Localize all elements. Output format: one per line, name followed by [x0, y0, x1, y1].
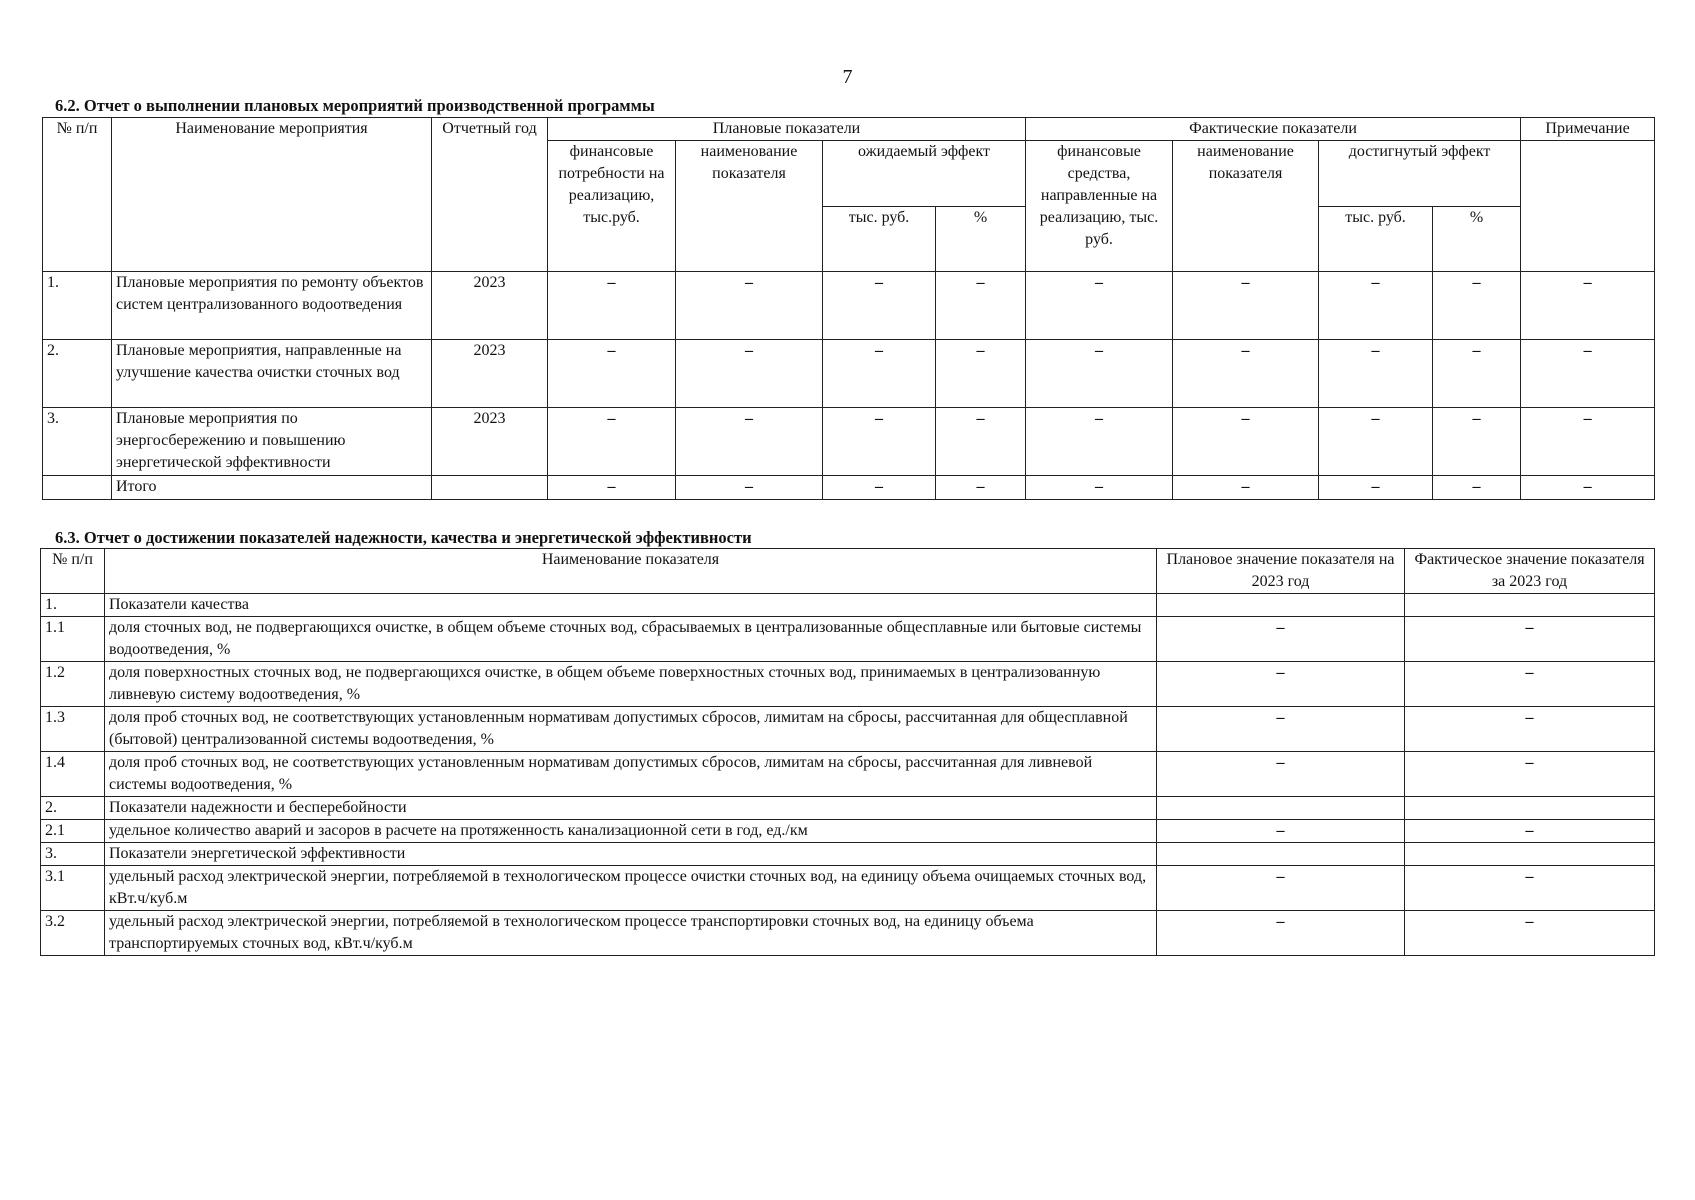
table-row [43, 272, 1655, 340]
row-plan-value [1157, 594, 1405, 617]
row-name: удельный расход электрической энергии, потребляемой в технологическом процессе очистки сточных вод, на единицу объема очищаемых сточных вод, кВт.ч/куб.м [105, 866, 1157, 911]
row-num: 2. [43, 340, 112, 408]
row-value-cell: – [548, 340, 676, 408]
row-num: 2.1 [41, 820, 105, 843]
row-plan-value: – [1157, 617, 1405, 662]
table-row [43, 476, 1655, 500]
row-value-cell: – [548, 272, 676, 340]
row-value-cell: – [1521, 408, 1655, 476]
row-num: 3.1 [41, 866, 105, 911]
row-plan-value: – [1157, 752, 1405, 797]
row-value-cell: – [1319, 340, 1433, 408]
table-row [43, 340, 1655, 408]
header-plan-group: Плановые показатели [548, 118, 1026, 141]
row-value-cell: – [823, 272, 936, 340]
table-row [41, 617, 1655, 662]
row-value-cell: – [1319, 408, 1433, 476]
row-fact-value: – [1405, 752, 1655, 797]
table-row [41, 797, 1655, 820]
row-plan-value: – [1157, 662, 1405, 707]
row-value-cell: – [548, 408, 676, 476]
row-value-cell: – [1521, 476, 1655, 500]
row-value-cell: – [936, 476, 1026, 500]
row-value-cell: – [1173, 476, 1319, 500]
row-num: 1.1 [41, 617, 105, 662]
row-value-cell: – [823, 340, 936, 408]
activities-report-table [42, 117, 1655, 500]
header-name: Наименование мероприятия [112, 118, 432, 272]
row-plan-value: – [1157, 911, 1405, 956]
row-num: 3. [41, 843, 105, 866]
header-fact-effect: достигнутый эффект [1319, 141, 1521, 207]
header-plan-rub: тыс. руб. [823, 206, 936, 272]
row-name: доля сточных вод, не подвергающихся очистке, в общем объеме сточных вод, сбрасываемых в централизованные общесплавные или бытовые системы водоотведения, % [105, 617, 1157, 662]
row-fact-value: – [1405, 662, 1655, 707]
row-num: 1.3 [41, 707, 105, 752]
row-name: Показатели надежности и бесперебойности [105, 797, 1157, 820]
row-value-cell: – [1319, 272, 1433, 340]
row-value-cell: – [936, 408, 1026, 476]
header-fact-ind: наименование показателя [1173, 141, 1319, 272]
row-plan-value [1157, 797, 1405, 820]
header-fact-group: Фактические показатели [1026, 118, 1521, 141]
row-fact-value: – [1405, 820, 1655, 843]
row-value-cell: – [676, 272, 823, 340]
row-value-cell: – [1026, 476, 1173, 500]
row-name: доля поверхностных сточных вод, не подвергающихся очистке, в общем объеме поверхностных сточных вод, принимаемых в централизованную ливневую систему водоотведения, % [105, 662, 1157, 707]
header-plan-fin: финансовые потребности на реализацию, тыс.руб. [548, 141, 676, 272]
table-row [41, 662, 1655, 707]
table-row [41, 752, 1655, 797]
table-row [41, 866, 1655, 911]
header-fact-pct: % [1433, 206, 1521, 272]
table-row [41, 707, 1655, 752]
row-year: 2023 [432, 272, 548, 340]
header-year: Отчетный год [432, 118, 548, 272]
row-name: Показатели качества [105, 594, 1157, 617]
row-num: 1.4 [41, 752, 105, 797]
row-num: 2. [41, 797, 105, 820]
row-value-cell: – [1026, 408, 1173, 476]
header-fact-fin: финансовые средства, направленные на реализацию, тыс. руб. [1026, 141, 1173, 272]
row-plan-value: – [1157, 866, 1405, 911]
row-plan-value: – [1157, 707, 1405, 752]
row-value-cell: – [548, 476, 676, 500]
row-value-cell: – [1026, 340, 1173, 408]
header-plan-pct: % [936, 206, 1026, 272]
page-number: 7 [842, 66, 853, 88]
header-fact-rub: тыс. руб. [1319, 206, 1433, 272]
section-6-2-title: 6.2. Отчет о выполнении плановых мероприятий производственной программы [55, 96, 655, 115]
row-value-cell: – [1433, 408, 1521, 476]
indicators-body [41, 594, 1655, 956]
row-value-cell: – [676, 408, 823, 476]
row-year [432, 476, 548, 500]
row-fact-value [1405, 843, 1655, 866]
header-note-blank [1521, 141, 1655, 272]
row-value-cell: – [936, 272, 1026, 340]
row-plan-value: – [1157, 820, 1405, 843]
row-value-cell: – [823, 408, 936, 476]
row-fact-value: – [1405, 866, 1655, 911]
row-name: доля проб сточных вод, не соответствующих установленным нормативам допустимых сбросов, лимитам на сбросы, рассчитанная для общесплавной (бытовой) централизованной системы водоотведения, % [105, 707, 1157, 752]
indicators-header-row [41, 549, 1655, 594]
row-value-cell: – [1433, 476, 1521, 500]
row-num: 1.2 [41, 662, 105, 707]
header-name: Наименование показателя [105, 549, 1157, 594]
row-fact-value: – [1405, 707, 1655, 752]
row-value-cell: – [1521, 340, 1655, 408]
header-plan-effect: ожидаемый эффект [823, 141, 1026, 207]
row-fact-value [1405, 594, 1655, 617]
row-value-cell: – [676, 476, 823, 500]
row-value-cell: – [1173, 272, 1319, 340]
header-fact: Фактическое значение показателя за 2023 год [1405, 549, 1655, 594]
row-name: доля проб сточных вод, не соответствующих установленным нормативам допустимых сбросов, лимитам на сбросы, рассчитанная для ливневой системы водоотведения, % [105, 752, 1157, 797]
row-fact-value: – [1405, 911, 1655, 956]
row-value-cell: – [823, 476, 936, 500]
row-name: Итого [112, 476, 432, 500]
indicators-report-table [40, 548, 1655, 956]
header-plan-ind: наименование показателя [676, 141, 823, 272]
row-num [43, 476, 112, 500]
row-year: 2023 [432, 340, 548, 408]
table-row [41, 911, 1655, 956]
row-year: 2023 [432, 408, 548, 476]
row-name: Плановые мероприятия по ремонту объектов систем централизованного водоотведения [112, 272, 432, 340]
row-value-cell: – [1433, 272, 1521, 340]
header-plan: Плановое значение показателя на 2023 год [1157, 549, 1405, 594]
row-fact-value [1405, 797, 1655, 820]
row-value-cell: – [936, 340, 1026, 408]
activities-body [43, 272, 1655, 500]
row-plan-value [1157, 843, 1405, 866]
header-note: Примечание [1521, 118, 1655, 141]
header-row-1 [43, 118, 1655, 141]
row-value-cell: – [1173, 408, 1319, 476]
row-num: 3.2 [41, 911, 105, 956]
row-num: 1. [43, 272, 112, 340]
row-value-cell: – [1026, 272, 1173, 340]
header-num: № п/п [43, 118, 112, 272]
table-row [41, 594, 1655, 617]
row-value-cell: – [1433, 340, 1521, 408]
row-name: удельный расход электрической энергии, потребляемой в технологическом процессе транспортировки сточных вод, на единицу объема транспортируемых сточных вод, кВт.ч/куб.м [105, 911, 1157, 956]
row-value-cell: – [676, 340, 823, 408]
header-num: № п/п [41, 549, 105, 594]
row-num: 1. [41, 594, 105, 617]
table-row [41, 843, 1655, 866]
row-value-cell: – [1319, 476, 1433, 500]
row-name: Плановые мероприятия, направленные на улучшение качества очистки сточных вод [112, 340, 432, 408]
row-name: удельное количество аварий и засоров в расчете на протяженность канализационной сети в год, ед./км [105, 820, 1157, 843]
row-value-cell: – [1521, 272, 1655, 340]
row-fact-value: – [1405, 617, 1655, 662]
table-row [43, 408, 1655, 476]
row-name: Плановые мероприятия по энергосбережению и повышению энергетической эффективности [112, 408, 432, 476]
row-name: Показатели энергетической эффективности [105, 843, 1157, 866]
row-value-cell: – [1173, 340, 1319, 408]
row-num: 3. [43, 408, 112, 476]
table-row [41, 820, 1655, 843]
section-6-3-title: 6.3. Отчет о достижении показателей надежности, качества и энергетической эффективности [55, 528, 752, 547]
